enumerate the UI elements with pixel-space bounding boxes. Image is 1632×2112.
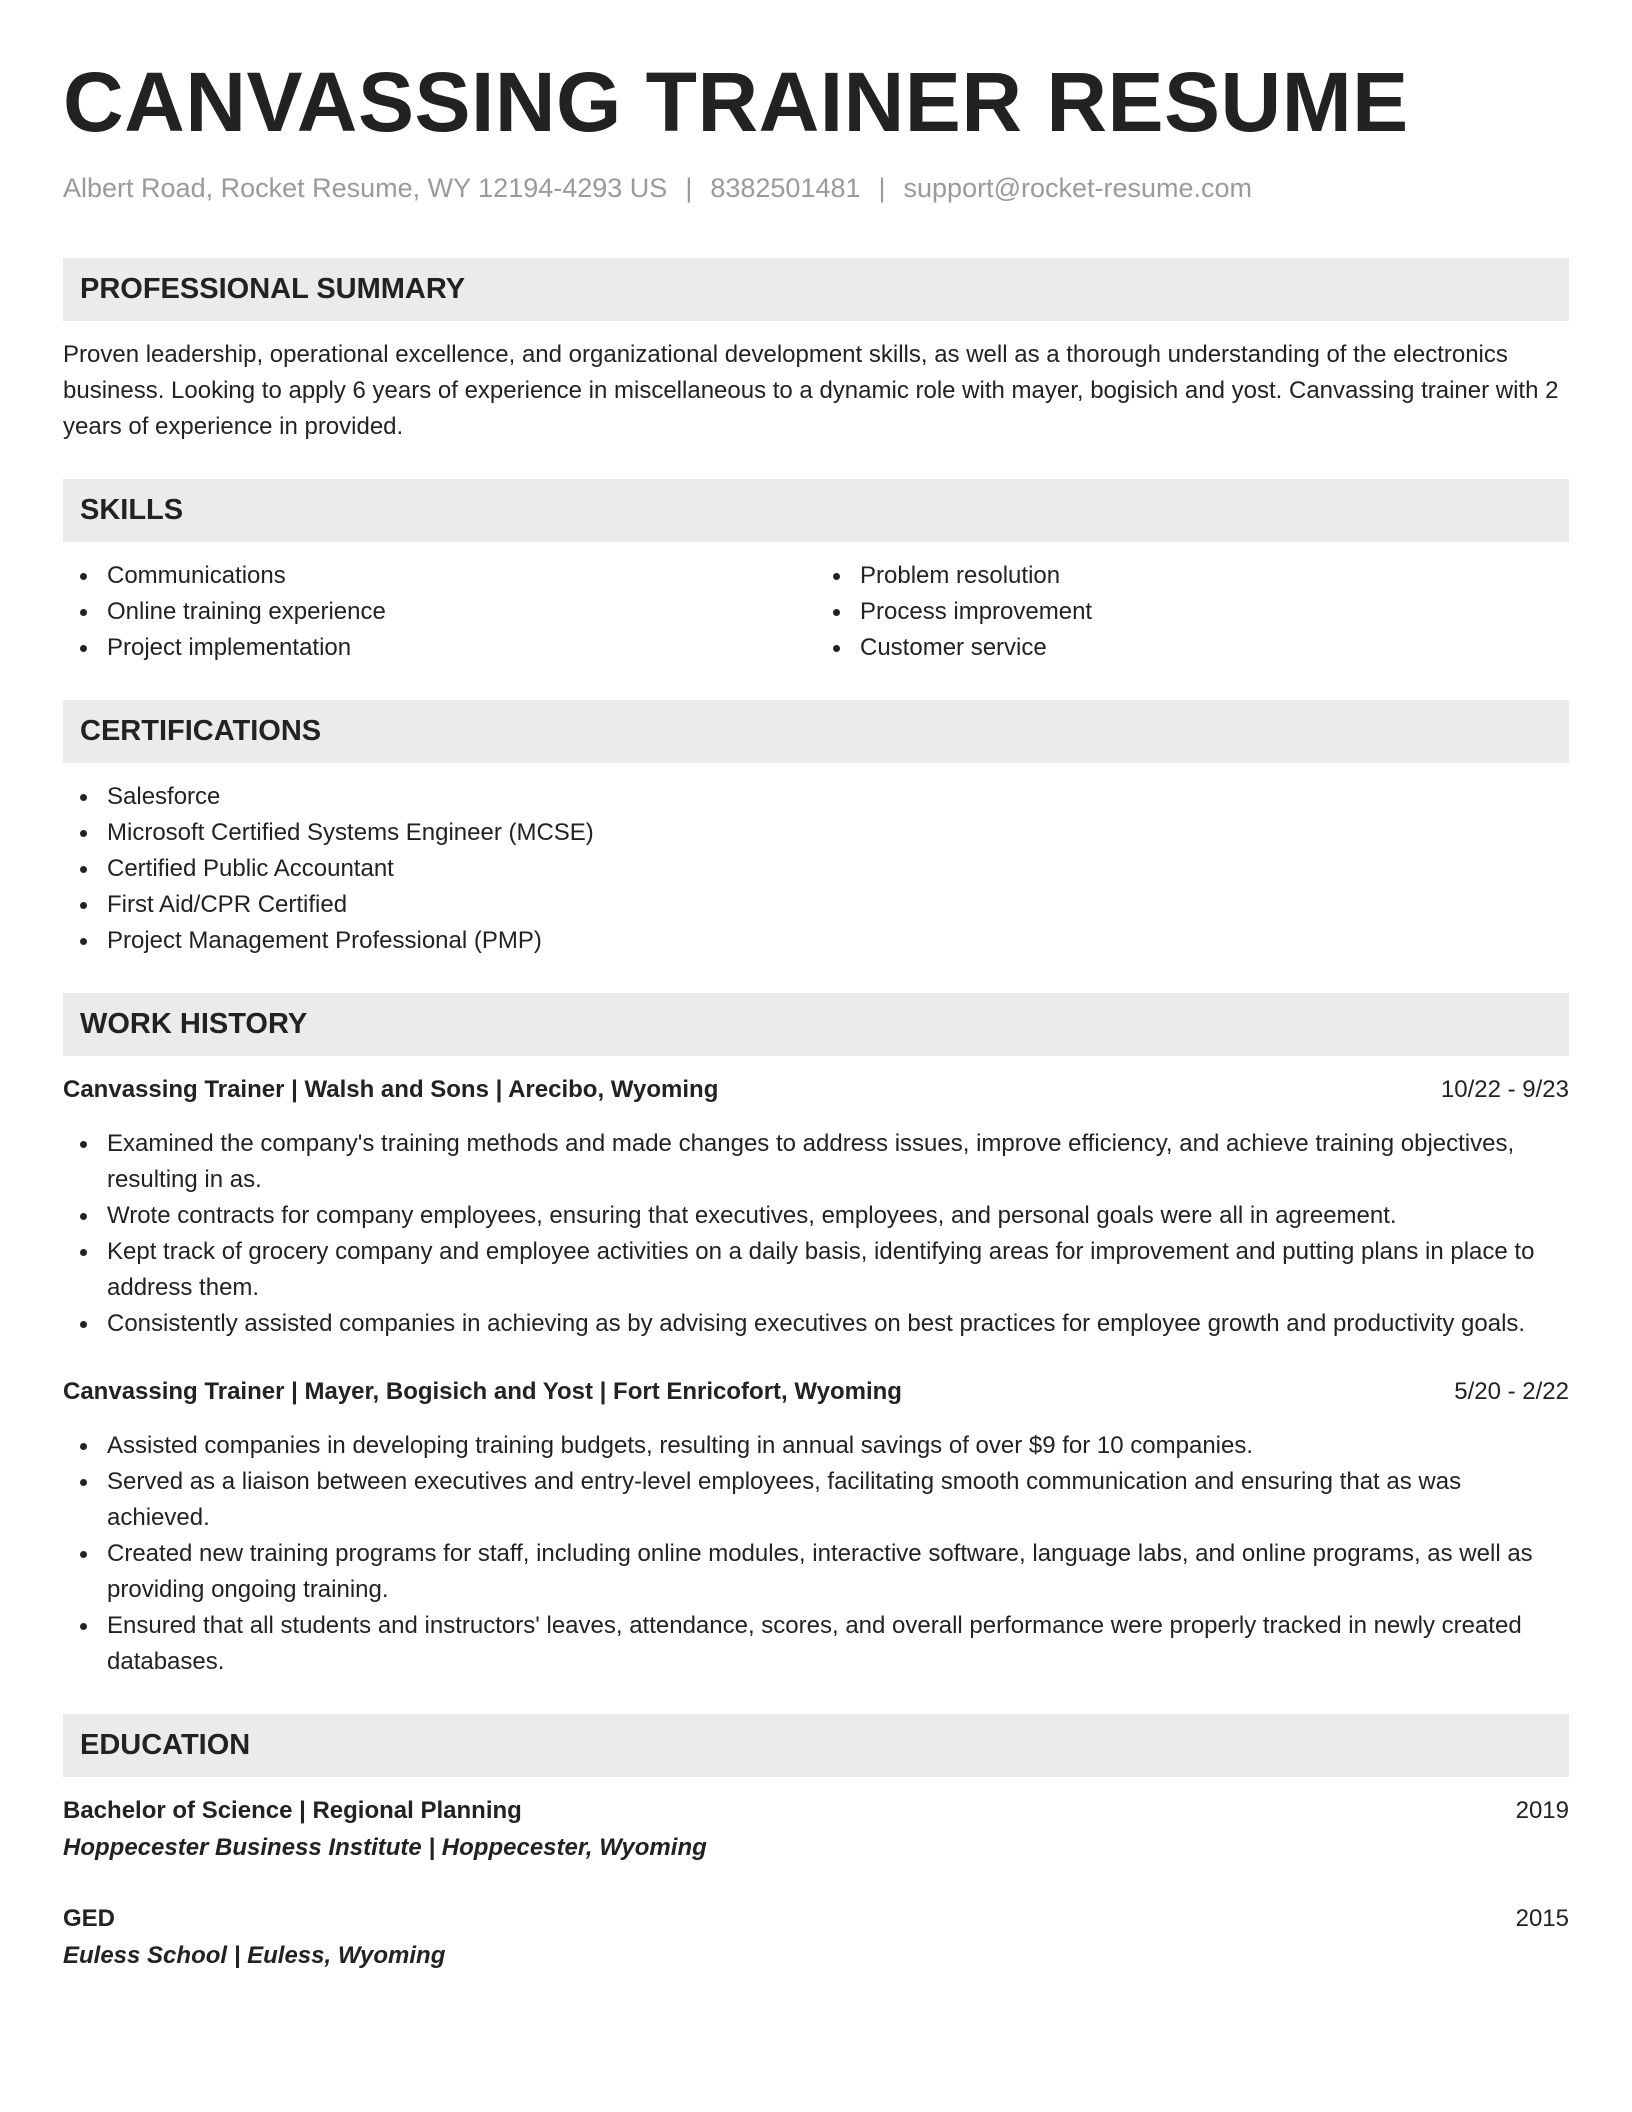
education-header <box>63 1793 1569 1829</box>
job-header <box>63 1374 1569 1410</box>
skill-item: Customer service <box>816 630 1569 666</box>
job-bullet: Created new training programs for staff, including online modules, interactive software, language labs, and online programs, as well as providing ongoing training. <box>63 1536 1569 1608</box>
job-bullet: Assisted companies in developing training budgets, resulting in annual savings of over $9 for 10 companies. <box>63 1428 1569 1464</box>
contact-address: Albert Road, Rocket Resume, WY 12194-4293 US <box>63 173 668 203</box>
skills-column-right <box>816 558 1569 666</box>
contact-separator: | <box>685 173 693 203</box>
education-school: Euless School | Euless, Wyoming <box>63 1942 446 1969</box>
education-school: Hoppecester Business Institute | Hoppecester, Wyoming <box>63 1834 707 1861</box>
job-dates: 5/20 - 2/22 <box>1454 1378 1569 1405</box>
job-bullet: Kept track of grocery company and employee activities on a daily basis, identifying areas for improvement and putting plans in place to address them. <box>63 1234 1569 1306</box>
section-header-work-history: WORK HISTORY <box>63 993 1569 1056</box>
job-bullet: Wrote contracts for company employees, ensuring that executives, employees, and personal goals were all in agreement. <box>63 1198 1569 1234</box>
skill-item: Problem resolution <box>816 558 1569 594</box>
education-year: 2019 <box>1515 1797 1569 1824</box>
section-header-certifications: CERTIFICATIONS <box>63 700 1569 763</box>
certification-item: Project Management Professional (PMP) <box>63 923 1569 959</box>
section-header-education: EDUCATION <box>63 1714 1569 1777</box>
job-bullet: Ensured that all students and instructors' leaves, attendance, scores, and overall performance were properly tracked in newly created databases. <box>63 1608 1569 1680</box>
contact-separator: | <box>878 173 886 203</box>
job-dates: 10/22 - 9/23 <box>1440 1076 1569 1103</box>
skill-item: Online training experience <box>63 594 816 630</box>
contact-email: support@rocket-resume.com <box>903 173 1253 203</box>
skill-item: Communications <box>63 558 816 594</box>
summary-text: Proven leadership, operational excellence, and organizational development skills, as well as a thorough understanding of the electronics business. Looking to apply 6 years of experience in miscellaneous to a dynamic role with mayer, bogisich and yost. Canvassing trainer with 2 years of experience in provided. <box>63 341 1559 440</box>
resume-title: CANVASSING TRAINER RESUME <box>63 55 1409 149</box>
education-degree: GED <box>63 1905 116 1932</box>
education-degree: Bachelor of Science | Regional Planning <box>63 1797 522 1824</box>
skills-column-left <box>63 558 816 666</box>
contact-line <box>63 170 1569 206</box>
education-year: 2015 <box>1515 1905 1569 1932</box>
section-header-summary: PROFESSIONAL SUMMARY <box>63 258 1569 321</box>
certification-item: Certified Public Accountant <box>63 851 1569 887</box>
contact-phone: 8382501481 <box>710 173 861 203</box>
job-bullet: Examined the company's training methods and made changes to address issues, improve efficiency, and achieve training objectives, resulting in as. <box>63 1126 1569 1198</box>
job-bullet: Consistently assisted companies in achieving as by advising executives on best practices for employee growth and productivity goals. <box>63 1306 1569 1342</box>
skills-list <box>63 558 1569 666</box>
skill-item: Project implementation <box>63 630 816 666</box>
job-header <box>63 1072 1569 1108</box>
job-bullets <box>63 1428 1569 1680</box>
certifications-list <box>63 779 1569 959</box>
certification-item: Salesforce <box>63 779 1569 815</box>
section-header-skills: SKILLS <box>63 479 1569 542</box>
certification-item: Microsoft Certified Systems Engineer (MCSE) <box>63 815 1569 851</box>
certification-item: First Aid/CPR Certified <box>63 887 1569 923</box>
job-bullets <box>63 1126 1569 1342</box>
job-title: Canvassing Trainer | Mayer, Bogisich and Yost | Fort Enricofort, Wyoming <box>63 1378 902 1405</box>
skill-item: Process improvement <box>816 594 1569 630</box>
job-title: Canvassing Trainer | Walsh and Sons | Arecibo, Wyoming <box>63 1076 719 1103</box>
education-header <box>63 1901 1569 1937</box>
job-bullet: Served as a liaison between executives and entry-level employees, facilitating smooth communication and ensuring that as was achieved. <box>63 1464 1569 1536</box>
